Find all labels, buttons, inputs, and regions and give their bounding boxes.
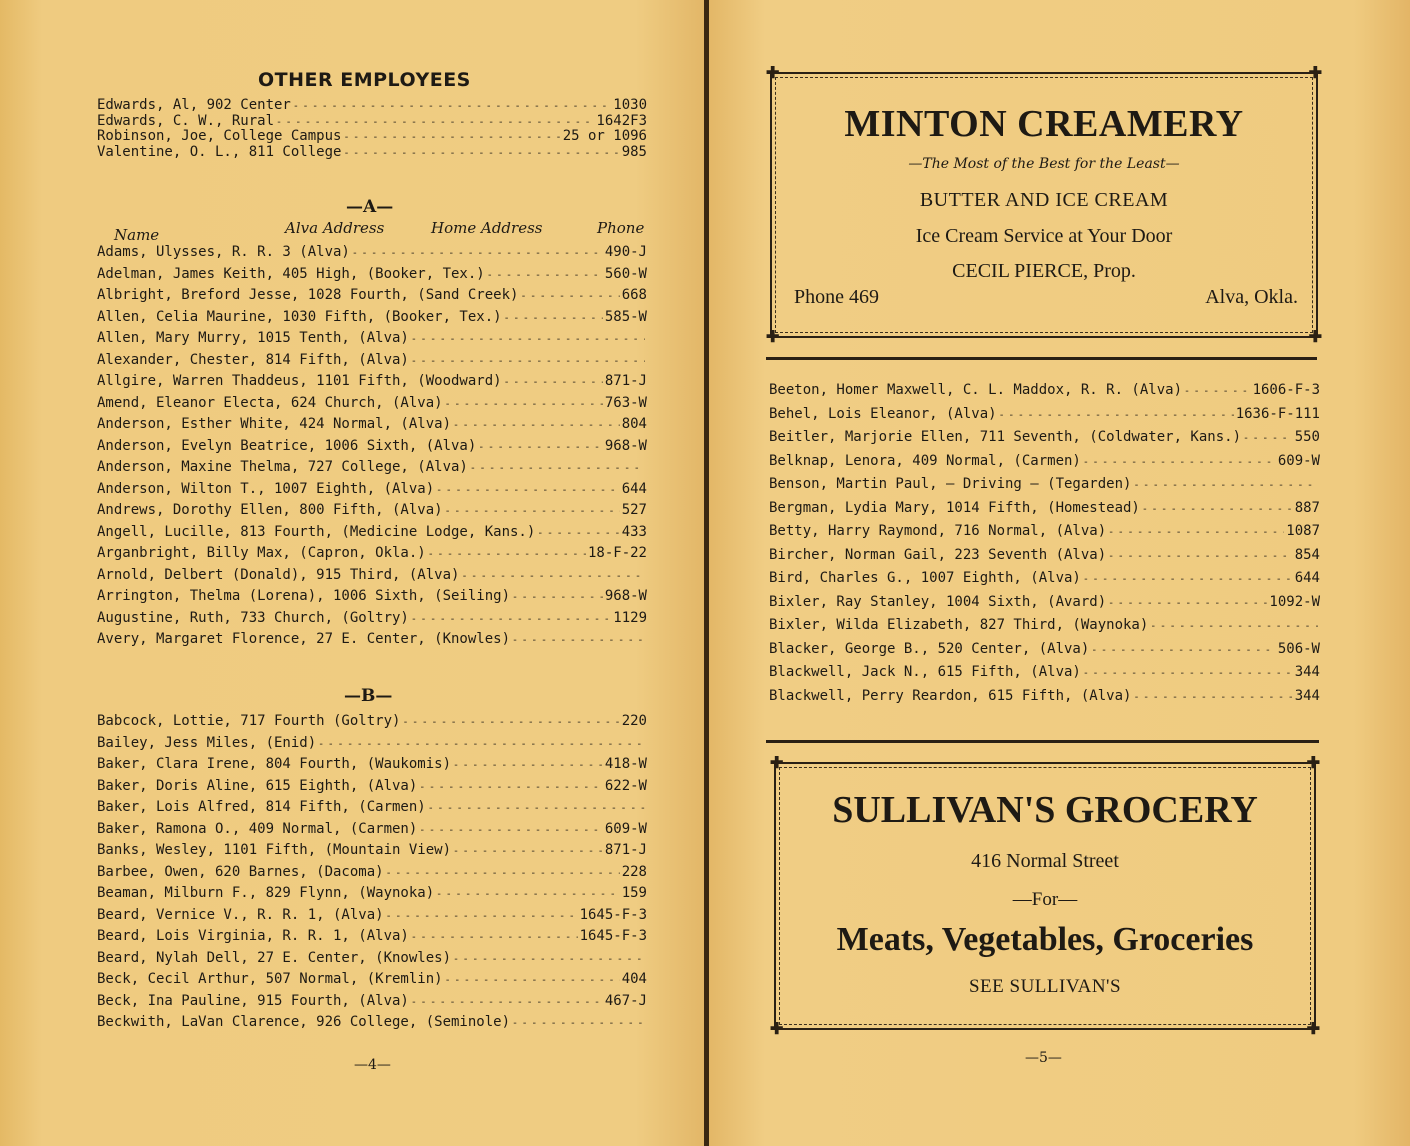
entry-phone: 467-J [604, 992, 647, 1009]
entry-phone: 1645-F-3 [579, 906, 647, 923]
entry-name: Angell, Lucille, 813 Fourth, (Medicine Lodge, Kans.) [97, 523, 536, 540]
entry-name: Allen, Celia Maurine, 1030 Fifth, (Booker, Tex.) [97, 308, 502, 325]
directory-entry [97, 993, 647, 1011]
entry-phone: 1642F3 [596, 112, 647, 129]
dot-leader [999, 406, 1234, 424]
entry-name: Allgire, Warren Thaddeus, 1101 Fifth, (Woodward) [97, 373, 502, 389]
dot-leader [487, 266, 603, 284]
directory-entry [97, 438, 647, 456]
dot-leader [478, 438, 603, 456]
entry-name: Adelman, James Keith, 405 High, (Booker, Tex.) [97, 265, 485, 282]
entry-phone: 609-W [604, 820, 647, 837]
directory-entry [769, 382, 1320, 400]
directory-entry [97, 545, 647, 563]
directory-entry [769, 547, 1320, 565]
entry-name: Barbee, Owen, 620 Barnes, (Dacoma) [97, 863, 384, 880]
dot-leader [419, 778, 603, 796]
entry-phone: 228 [621, 863, 647, 880]
dot-leader [470, 459, 645, 477]
directory-entry [769, 476, 1320, 494]
directory-entry [97, 244, 647, 262]
entry-phone: 1606-F-3 [1252, 382, 1320, 398]
entry-phone: 1092-W [1269, 593, 1320, 610]
entry-name: Bixler, Ray Stanley, 1004 Sixth, (Avard) [769, 593, 1107, 610]
dot-leader [402, 713, 619, 731]
entry-phone: 1087 [1286, 523, 1320, 539]
entry-name: Beeton, Homer Maxwell, C. L. Maddox, R. R. (Alva) [769, 382, 1183, 398]
entry-name: Baker, Clara Irene, 804 Fourth, (Waukomis) [97, 756, 452, 772]
dot-leader [504, 373, 603, 391]
directory-entry [97, 778, 647, 796]
dot-leader [1150, 617, 1318, 635]
entry-phone: 418-W [604, 756, 647, 772]
dot-leader [512, 631, 645, 649]
directory-entry [97, 907, 647, 925]
ad-minton-creamery [766, 63, 1322, 346]
entry-name: Anderson, Wilton T., 1007 Eighth, (Alva) [97, 480, 435, 497]
entry-name: Beckwith, LaVan Clarence, 926 College, (Seminole) [97, 1014, 511, 1030]
entry-name: Baker, Doris Aline, 615 Eighth, (Alva) [97, 777, 418, 794]
ad-line-proprietor: CECIL PIERCE, Prop. [952, 260, 1136, 282]
dot-leader [537, 524, 619, 542]
entry-name: Avery, Margaret Florence, 27 E. Center, (Knowles) [97, 631, 511, 647]
entry-name: Amend, Eleanor Electa, 624 Church, (Alva) [97, 394, 443, 411]
dot-leader [1243, 429, 1293, 447]
directory-entry [97, 567, 647, 585]
directory-entry [97, 928, 647, 946]
dot-leader [1184, 382, 1251, 400]
directory-entry [97, 459, 647, 477]
dot-leader [1108, 523, 1284, 541]
section-a-heading: —A— [346, 197, 394, 217]
entry-name: Allen, Mary Murry, 1015 Tenth, (Alva) [97, 330, 409, 346]
ornament-icon: ✚ [1308, 63, 1322, 82]
entry-phone: 887 [1294, 499, 1320, 516]
entry-name: Bird, Charles G., 1007 Eighth, (Alva) [769, 570, 1081, 586]
dot-leader [436, 885, 620, 903]
entry-phone: 668 [621, 287, 647, 303]
directory-entry [97, 144, 647, 162]
dot-leader [428, 799, 645, 817]
dot-leader [411, 928, 578, 946]
directory-entry [97, 287, 647, 305]
directory-entry [769, 429, 1320, 447]
page-number: —4— [354, 1057, 391, 1073]
dot-leader [411, 610, 611, 628]
dot-leader [343, 144, 619, 162]
entry-phone: 1645-F-3 [579, 928, 647, 944]
directory-entry [769, 500, 1320, 518]
dot-leader [411, 993, 603, 1011]
directory-entry [97, 756, 647, 774]
entry-name: Belknap, Lenora, 409 Normal, (Carmen) [769, 452, 1081, 469]
ad-line-service: Ice Cream Service at Your Door [915, 225, 1173, 247]
directory-entry [97, 1014, 647, 1032]
entry-name: Beck, Cecil Arthur, 507 Normal, (Kremlin) [97, 971, 443, 987]
directory-entry [97, 416, 647, 434]
directory-entry [769, 641, 1320, 659]
header-phone: Phone [597, 219, 645, 237]
dot-leader [1133, 688, 1292, 706]
entry-name: Andrews, Dorothy Ellen, 800 Fifth, (Alva) [97, 502, 443, 518]
entry-phone: 1636-F-111 [1235, 405, 1320, 422]
entry-phone: 644 [621, 480, 647, 497]
dot-leader [386, 864, 620, 882]
directory-entry [769, 688, 1320, 706]
directory-entry [97, 524, 647, 542]
entry-phone: 763-W [604, 394, 647, 411]
directory-entry [97, 481, 647, 499]
directory-entry [97, 395, 647, 413]
right-page [709, 0, 1410, 1146]
ornament-icon: ✚ [770, 1019, 784, 1038]
section-b-heading: —B— [344, 686, 393, 706]
directory-entry [97, 309, 647, 327]
directory-entry [769, 406, 1320, 424]
ad-title: MINTON CREAMERY [844, 103, 1244, 145]
dot-leader [428, 545, 586, 563]
dot-leader [1133, 476, 1318, 494]
ad-sullivans-grocery [770, 753, 1320, 1038]
directory-entry [769, 664, 1320, 682]
entry-name: Albright, Breford Jesse, 1028 Fourth, (Sand Creek) [97, 287, 519, 303]
ornament-icon: ✚ [770, 753, 784, 772]
entry-name: Robinson, Joe, College Campus [97, 128, 342, 144]
directory-entry [97, 330, 647, 348]
entry-name: Bailey, Jess Miles, (Enid) [97, 734, 317, 751]
dot-leader [386, 907, 578, 925]
entry-name: Beaman, Milburn F., 829 Flynn, (Waynoka) [97, 885, 435, 901]
entry-phone: 585-W [604, 308, 647, 325]
entry-phone: 344 [1294, 687, 1320, 704]
entry-name: Bircher, Norman Gail, 223 Seventh (Alva) [769, 546, 1107, 563]
directory-entry [97, 821, 647, 839]
dot-leader [411, 330, 645, 348]
entry-phone: 506-W [1277, 640, 1320, 657]
directory-entry [97, 864, 647, 882]
dot-leader [1108, 594, 1267, 612]
entry-name: Baker, Ramona O., 409 Normal, (Carmen) [97, 820, 418, 837]
entry-phone: 433 [621, 523, 647, 540]
entry-phone: 804 [621, 416, 647, 432]
dot-leader [1142, 500, 1293, 518]
directory-entry [97, 266, 647, 284]
ad-address: 416 Normal Street [971, 850, 1119, 872]
dot-leader [1091, 641, 1276, 659]
entry-phone: 490-J [604, 244, 647, 260]
entry-name: Beck, Ina Pauline, 915 Fourth, (Alva) [97, 992, 409, 1009]
header-alva-address: Alva Address [285, 219, 385, 237]
entry-phone: 18-F-22 [587, 545, 647, 561]
entry-phone: 159 [621, 885, 647, 901]
entry-name: Beitler, Marjorie Ellen, 711 Seventh, (Coldwater, Kans.) [769, 429, 1242, 445]
entry-phone: 854 [1294, 546, 1320, 563]
ornament-icon: ✚ [1306, 1019, 1320, 1038]
entry-name: Blacker, George B., 520 Center, (Alva) [769, 640, 1090, 657]
dot-leader [1083, 570, 1293, 588]
ad-for: —For— [1012, 889, 1078, 910]
dot-leader [318, 735, 645, 753]
entry-name: Edwards, Al, 902 Center [97, 97, 291, 113]
dot-leader [445, 395, 603, 413]
ad-line-butter: BUTTER AND ICE CREAM [919, 189, 1169, 211]
ad-tagline: SEE SULLIVAN'S [968, 976, 1122, 997]
entry-phone: 968-W [604, 437, 647, 454]
ad-products: Meats, Vegetables, Groceries [836, 921, 1254, 958]
dot-leader [445, 502, 620, 520]
dot-leader [445, 971, 620, 989]
divider-rule [766, 740, 1319, 743]
entry-name: Arnold, Delbert (Donald), 915 Third, (Alva) [97, 566, 460, 583]
directory-entry [97, 950, 647, 968]
entry-phone: 1030 [613, 97, 647, 113]
dot-leader [1083, 453, 1276, 471]
directory-entry [97, 502, 647, 520]
entry-phone: 527 [621, 502, 647, 518]
entry-phone: 1129 [613, 609, 647, 626]
entry-phone: 25 or 1096 [562, 128, 647, 144]
directory-entry [97, 971, 647, 989]
entry-name: Valentine, O. L., 811 College [97, 143, 342, 160]
entry-phone: 985 [621, 143, 647, 160]
dot-leader [352, 244, 603, 262]
entry-name: Arganbright, Billy Max, (Capron, Okla.) [97, 545, 426, 561]
dot-leader [453, 950, 645, 968]
ornament-icon: ✚ [1306, 753, 1320, 772]
entry-phone: 968-W [604, 588, 647, 604]
directory-entry [769, 523, 1320, 541]
header-name: Name [114, 226, 160, 244]
divider-rule [766, 357, 1317, 360]
entry-name: Blackwell, Perry Reardon, 615 Fifth, (Alva) [769, 687, 1132, 704]
dot-leader [1108, 547, 1293, 565]
entry-phone: 550 [1294, 429, 1320, 445]
entry-name: Anderson, Esther White, 424 Normal, (Alva) [97, 416, 452, 432]
entry-phone: 871-J [604, 842, 647, 858]
directory-entry [769, 617, 1320, 635]
ornament-icon: ✚ [1308, 327, 1322, 346]
entry-name: Arrington, Thelma (Lorena), 1006 Sixth, (Seiling) [97, 588, 511, 604]
dot-leader [504, 309, 603, 327]
directory-entry [97, 373, 647, 391]
dot-leader [520, 287, 619, 305]
entry-name: Benson, Martin Paul, — Driving — (Tegarden) [769, 476, 1132, 492]
dot-leader [512, 1014, 645, 1032]
directory-entry [97, 735, 647, 753]
directory-entry [97, 799, 647, 817]
entry-name: Behel, Lois Eleanor, (Alva) [769, 405, 997, 422]
dot-leader [453, 416, 620, 434]
entry-name: Beard, Nylah Dell, 27 E. Center, (Knowles) [97, 949, 452, 966]
entry-name: Anderson, Evelyn Beatrice, 1006 Sixth, (Alva) [97, 437, 477, 454]
dot-leader [436, 481, 620, 499]
entry-name: Betty, Harry Raymond, 716 Normal, (Alva) [769, 523, 1107, 539]
entry-phone: 404 [621, 971, 647, 987]
ad-slogan: —The Most of the Best for the Least— [908, 156, 1180, 172]
directory-entry [97, 352, 647, 370]
page-number: —5— [1025, 1050, 1062, 1066]
entry-phone: 609-W [1277, 452, 1320, 469]
entry-name: Adams, Ulysses, R. R. 3 (Alva) [97, 244, 350, 260]
ad-city: Alva, Okla. [1205, 286, 1298, 308]
entry-phone: 344 [1294, 664, 1320, 680]
dot-leader [453, 756, 603, 774]
entry-name: Babcock, Lottie, 717 Fourth (Goltry) [97, 713, 401, 729]
entry-name: Edwards, C. W., Rural [97, 112, 275, 129]
ad-phone: Phone 469 [794, 286, 879, 308]
ad-title: SULLIVAN'S GROCERY [832, 789, 1258, 831]
dot-leader [453, 842, 603, 860]
entry-phone: 560-W [604, 265, 647, 282]
entry-name: Beard, Lois Virginia, R. R. 1, (Alva) [97, 928, 409, 944]
entry-name: Beard, Vernice V., R. R. 1, (Alva) [97, 906, 384, 923]
dot-leader [419, 821, 603, 839]
entry-name: Anderson, Maxine Thelma, 727 College, (Alva) [97, 459, 468, 475]
directory-entry [769, 453, 1320, 471]
directory-entry [97, 588, 647, 606]
directory-entry [97, 713, 647, 731]
entry-name: Blackwell, Jack N., 615 Fifth, (Alva) [769, 664, 1081, 680]
entry-phone: 644 [1294, 570, 1320, 586]
dot-leader [461, 567, 645, 585]
dot-leader [1083, 664, 1293, 682]
page-title: OTHER EMPLOYEES [258, 69, 471, 91]
entry-name: Bergman, Lydia Mary, 1014 Fifth, (Homestead) [769, 499, 1140, 516]
header-home-address: Home Address [431, 219, 543, 237]
entry-name: Baker, Lois Alfred, 814 Fifth, (Carmen) [97, 799, 426, 815]
entry-phone: 622-W [604, 777, 647, 794]
ornament-icon: ✚ [766, 327, 780, 346]
directory-entry [769, 594, 1320, 612]
entry-name: Augustine, Ruth, 733 Church, (Goltry) [97, 609, 409, 626]
ornament-icon: ✚ [766, 63, 780, 82]
directory-entry [97, 842, 647, 860]
directory-entry [97, 631, 647, 649]
dot-leader [512, 588, 603, 606]
dot-leader [411, 352, 645, 370]
entry-name: Alexander, Chester, 814 Fifth, (Alva) [97, 351, 409, 368]
entry-name: Bixler, Wilda Elizabeth, 827 Third, (Waynoka) [769, 617, 1149, 633]
directory-entry [97, 885, 647, 903]
entry-name: Banks, Wesley, 1101 Fifth, (Mountain View) [97, 842, 452, 858]
entry-phone: 220 [621, 713, 647, 729]
entry-phone: 871-J [604, 373, 647, 389]
directory-entry [769, 570, 1320, 588]
directory-entry [97, 610, 647, 628]
